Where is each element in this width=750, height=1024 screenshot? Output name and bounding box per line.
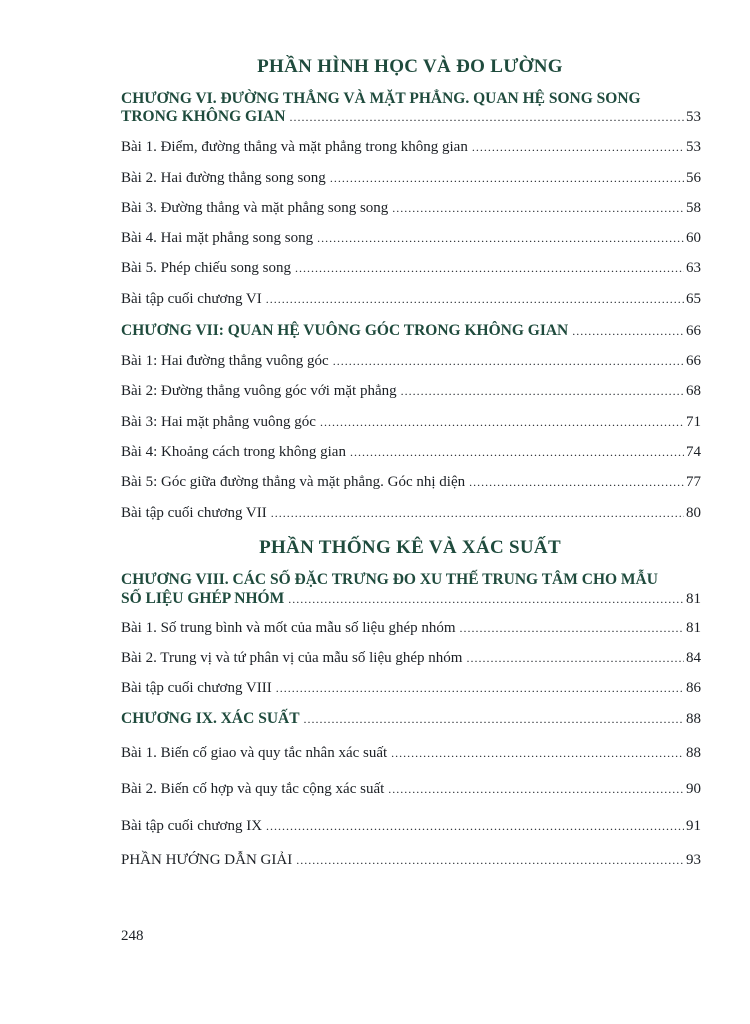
leader-dots — [320, 415, 684, 430]
leader-dots — [350, 445, 684, 460]
page-number: 90 — [686, 781, 701, 797]
toc-entry-exercises-8[interactable] — [121, 680, 701, 700]
entry-title: Bài tập cuối chương VI — [121, 291, 262, 307]
toc-entry-lesson-9-1[interactable] — [121, 745, 701, 765]
toc-entry-lesson-6-5[interactable] — [121, 260, 701, 280]
toc-entry-chapter-9[interactable] — [121, 710, 701, 730]
leader-dots — [289, 110, 684, 125]
page-number: 81 — [686, 591, 701, 607]
chapter-8-title-line1: CHƯƠNG VIII. CÁC SỐ ĐẶC TRƯNG ĐO XU THẾ TRUNG TÂM CHO MẪU — [121, 571, 658, 588]
part-title-geometry: PHẦN HÌNH HỌC VÀ ĐO LƯỜNG — [257, 56, 563, 77]
toc-entry-chapter-8[interactable] — [121, 590, 701, 610]
entry-title: Bài 3. Đường thẳng và mặt phẳng song song — [121, 200, 389, 216]
toc-entry-lesson-6-4[interactable] — [121, 230, 701, 250]
leader-dots — [271, 506, 684, 521]
page-number: 91 — [686, 818, 701, 834]
leader-dots — [276, 681, 684, 696]
chapter-8-title-line2: SỐ LIỆU GHÉP NHÓM — [121, 590, 285, 607]
entry-title: Bài 1: Hai đường thẳng vuông góc — [121, 353, 329, 369]
page-number: 77 — [686, 474, 701, 490]
leader-dots — [572, 324, 684, 339]
leader-dots — [388, 782, 684, 797]
leader-dots — [401, 384, 684, 399]
entry-title: PHẦN HƯỚNG DẪN GIẢI — [121, 852, 293, 868]
entry-title: Bài 2: Đường thẳng vuông góc với mặt phẳng — [121, 383, 397, 399]
page-number: 84 — [686, 650, 701, 666]
toc-entry-lesson-9-2[interactable] — [121, 781, 701, 801]
entry-title: Bài tập cuối chương VII — [121, 505, 267, 521]
page-number: 68 — [686, 383, 701, 399]
chapter-7-title: CHƯƠNG VII: QUAN HỆ VUÔNG GÓC TRONG KHÔNG GIAN — [121, 322, 569, 339]
page-number: 60 — [686, 230, 701, 246]
leader-dots — [469, 475, 684, 490]
entry-title: Bài 2. Trung vị và tứ phân vị của mẫu số liệu ghép nhóm — [121, 650, 463, 666]
page-number: 88 — [686, 745, 701, 761]
leader-dots — [466, 651, 684, 666]
entry-title: Bài tập cuối chương VIII — [121, 680, 272, 696]
toc-entry-lesson-7-2[interactable] — [121, 383, 701, 403]
page-number: 71 — [686, 414, 701, 430]
entry-title: Bài 2. Biến cố hợp và quy tắc cộng xác suất — [121, 781, 385, 797]
leader-dots — [472, 140, 684, 155]
entry-title: Bài 5. Phép chiếu song song — [121, 260, 291, 276]
leader-dots — [330, 171, 684, 186]
toc-entry-lesson-8-1[interactable] — [121, 620, 701, 640]
leader-dots — [304, 712, 684, 727]
page-number: 63 — [686, 260, 701, 276]
leader-dots — [392, 201, 684, 216]
leader-dots — [333, 354, 684, 369]
page-number: 81 — [686, 620, 701, 636]
toc-entry-chapter-6[interactable] — [121, 108, 701, 128]
page-number: 53 — [686, 109, 701, 125]
page-number: 80 — [686, 505, 701, 521]
toc-entry-lesson-7-4[interactable] — [121, 444, 701, 464]
toc-entry-chapter-7[interactable] — [121, 322, 701, 342]
toc-entry-answers[interactable] — [121, 852, 701, 872]
leader-dots — [317, 231, 684, 246]
toc-entry-lesson-7-5[interactable] — [121, 474, 701, 494]
entry-title: Bài 1. Biến cố giao và quy tắc nhân xác suất — [121, 745, 388, 761]
entry-title: Bài 4. Hai mặt phẳng song song — [121, 230, 314, 246]
chapter-6-title-line1: CHƯƠNG VI. ĐƯỜNG THẲNG VÀ MẶT PHẲNG. QUAN HỆ SONG SONG — [121, 90, 641, 107]
leader-dots — [266, 819, 684, 834]
toc-entry-lesson-8-2[interactable] — [121, 650, 701, 670]
page-number: 88 — [686, 711, 701, 727]
leader-dots — [295, 261, 684, 276]
toc-entry-lesson-6-1[interactable] — [121, 139, 701, 159]
entry-title: Bài 4: Khoảng cách trong không gian — [121, 444, 346, 460]
entry-title: Bài 1. Điểm, đường thẳng và mặt phẳng trong không gian — [121, 139, 468, 155]
page-number: 86 — [686, 680, 701, 696]
page-number: 58 — [686, 200, 701, 216]
chapter-9-title: CHƯƠNG IX. XÁC SUẤT — [121, 710, 300, 727]
toc-entry-lesson-7-3[interactable] — [121, 414, 701, 434]
toc-entry-lesson-7-1[interactable] — [121, 353, 701, 373]
page-footer-number: 248 — [121, 928, 144, 944]
toc-entry-lesson-6-3[interactable] — [121, 200, 701, 220]
toc-entry-lesson-6-2[interactable] — [121, 170, 701, 190]
entry-title: Bài 2. Hai đường thẳng song song — [121, 170, 326, 186]
leader-dots — [296, 853, 684, 868]
page-number: 56 — [686, 170, 701, 186]
part-title-statistics: PHẦN THỐNG KÊ VÀ XÁC SUẤT — [259, 537, 561, 558]
toc-entry-exercises-7[interactable] — [121, 505, 701, 525]
entry-title: Bài 1. Số trung bình và mốt của mẫu số liệu ghép nhóm — [121, 620, 456, 636]
page-number: 53 — [686, 139, 701, 155]
entry-title: Bài tập cuối chương IX — [121, 818, 263, 834]
toc-entry-exercises-6[interactable] — [121, 291, 701, 311]
chapter-6-title-line2: TRONG KHÔNG GIAN — [121, 108, 286, 125]
leader-dots — [460, 621, 684, 636]
toc-entry-exercises-9[interactable] — [121, 818, 701, 838]
page-number: 93 — [686, 852, 701, 868]
page-number: 65 — [686, 291, 701, 307]
page-number: 66 — [686, 323, 701, 339]
entry-title: Bài 3: Hai mặt phẳng vuông góc — [121, 414, 316, 430]
page-number: 74 — [686, 444, 701, 460]
leader-dots — [391, 746, 684, 761]
leader-dots — [266, 292, 684, 307]
leader-dots — [288, 592, 684, 607]
entry-title: Bài 5: Góc giữa đường thẳng và mặt phẳng. Góc nhị diện — [121, 474, 466, 490]
page-number: 66 — [686, 353, 701, 369]
